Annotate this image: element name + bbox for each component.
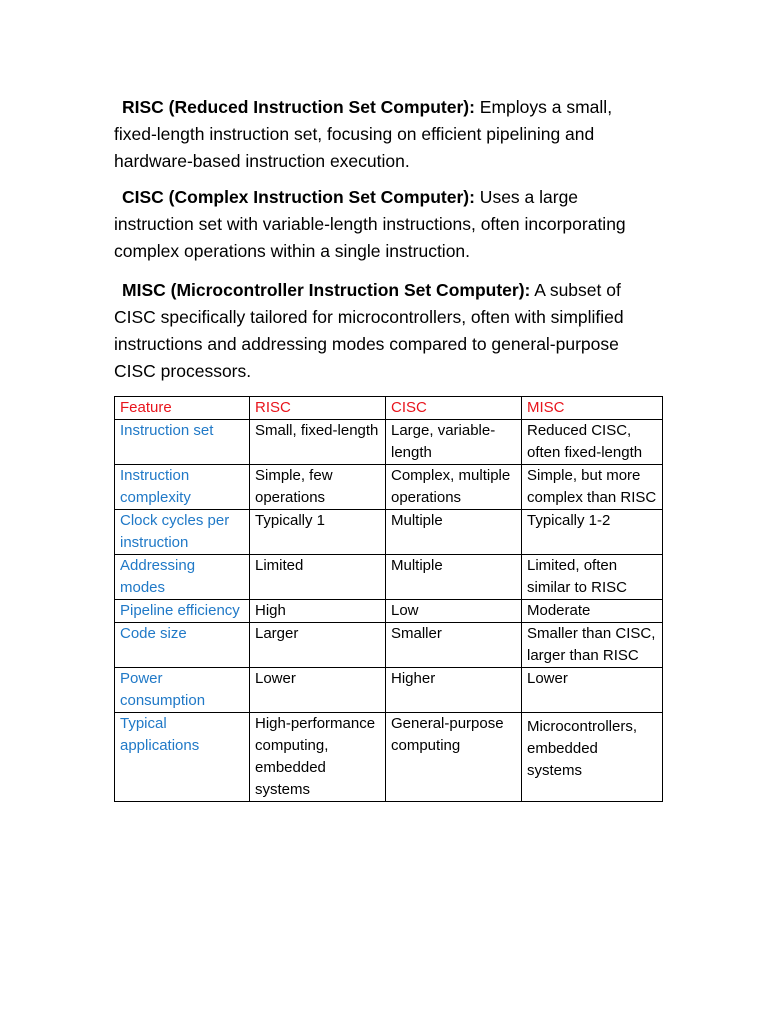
risc-cell: Small, fixed-length [250, 420, 386, 465]
cisc-cell: Low [386, 600, 522, 623]
table-row [115, 555, 663, 600]
table-row [115, 465, 663, 510]
risc-description: Employs a small, fixed-length instruction set, focusing on efficient pipelining and hardware-based instruction execution. [114, 97, 613, 171]
cisc-cell: Multiple [386, 510, 522, 555]
risc-paragraph [114, 94, 654, 175]
risc-cell: High [250, 600, 386, 623]
risc-cell: Limited [250, 555, 386, 600]
risc-cell: High-performance computing, embedded systems [250, 713, 386, 802]
header-cisc: CISC [386, 397, 522, 420]
header-feature: Feature [115, 397, 250, 420]
feature-cell: Instruction complexity [115, 465, 250, 510]
feature-cell: Instruction set [115, 420, 250, 465]
misc-cell: Moderate [522, 600, 663, 623]
misc-cell: Reduced CISC, often fixed-length [522, 420, 663, 465]
table-header-row [115, 397, 663, 420]
table-row [115, 600, 663, 623]
feature-cell: Code size [115, 623, 250, 668]
cisc-cell: Higher [386, 668, 522, 713]
cisc-description: Uses a large instruction set with variable-length instructions, often incorporating complex operations within a single instruction. [114, 187, 626, 261]
table-row [115, 623, 663, 668]
cisc-cell: General-purpose computing [386, 713, 522, 802]
cisc-cell: Complex, multiple operations [386, 465, 522, 510]
feature-cell: Pipeline efficiency [115, 600, 250, 623]
misc-description: A subset of CISC specifically tailored for microcontrollers, often with simplified instructions and addressing modes compared to general-purpose CISC processors. [114, 280, 624, 381]
misc-cell: Limited, often similar to RISC [522, 555, 663, 600]
misc-cell: Smaller than CISC, larger than RISC [522, 623, 663, 668]
table-row [115, 668, 663, 713]
misc-term: MISC (Microcontroller Instruction Set Computer): [122, 280, 531, 300]
cisc-paragraph [114, 184, 654, 265]
misc-cell: Typically 1-2 [522, 510, 663, 555]
header-misc: MISC [522, 397, 663, 420]
cisc-term: CISC (Complex Instruction Set Computer): [122, 187, 475, 207]
table-row [115, 510, 663, 555]
misc-cell: Microcontrollers, embedded systems [522, 713, 663, 802]
feature-cell: Power consumption [115, 668, 250, 713]
misc-cell: Simple, but more complex than RISC [522, 465, 663, 510]
cisc-cell: Multiple [386, 555, 522, 600]
feature-cell: Typical applications [115, 713, 250, 802]
misc-paragraph [114, 277, 654, 385]
risc-cell: Simple, few operations [250, 465, 386, 510]
feature-cell: Clock cycles per instruction [115, 510, 250, 555]
table-row [115, 420, 663, 465]
risc-term: RISC (Reduced Instruction Set Computer): [122, 97, 475, 117]
risc-cell: Typically 1 [250, 510, 386, 555]
table-row [115, 713, 663, 802]
cisc-cell: Smaller [386, 623, 522, 668]
misc-cell: Lower [522, 668, 663, 713]
comparison-table [114, 396, 663, 802]
risc-cell: Lower [250, 668, 386, 713]
header-risc: RISC [250, 397, 386, 420]
risc-cell: Larger [250, 623, 386, 668]
cisc-cell: Large, variable-length [386, 420, 522, 465]
feature-cell: Addressing modes [115, 555, 250, 600]
